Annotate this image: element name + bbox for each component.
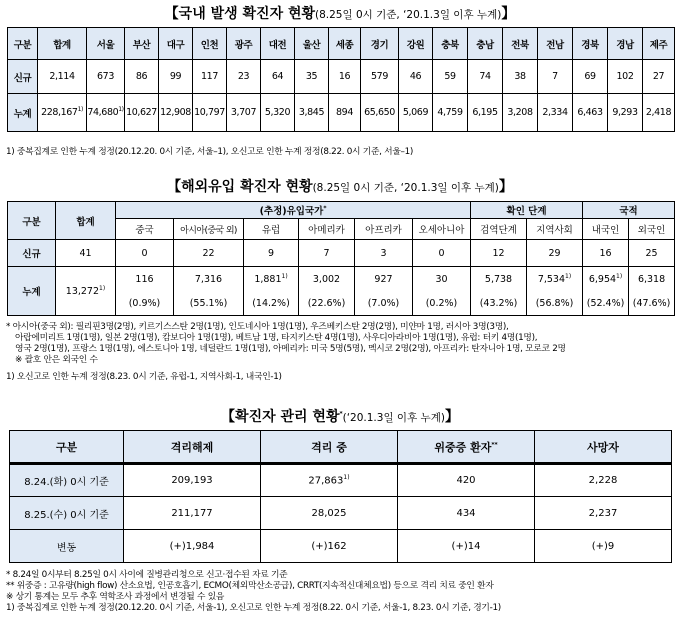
management-cell: 420	[398, 464, 535, 497]
domestic-cell: 3,845	[295, 94, 329, 132]
domestic-header: 전남	[538, 28, 573, 60]
management-cell: (+)162	[261, 530, 398, 563]
row-label: 변동	[10, 530, 124, 563]
row-label: 8.25.(수) 0시 기준	[10, 497, 124, 530]
domestic-header: 광주	[227, 28, 261, 60]
overseas-cell: 7,316	[174, 267, 244, 292]
domestic-cell: 38	[503, 60, 538, 94]
management-header: 위중증 환자**	[398, 431, 535, 464]
domestic-cell: 2,114	[38, 60, 87, 94]
overseas-cell: 29	[527, 240, 583, 267]
domestic-cell: 3,208	[503, 94, 538, 132]
overseas-cum-row	[8, 267, 675, 292]
management-cell: 2,237	[535, 497, 672, 530]
domestic-cell: 99	[159, 60, 193, 94]
domestic-cell: 673	[87, 60, 125, 94]
domestic-cum-row	[8, 94, 675, 132]
overseas-pct: (47.6%)	[629, 292, 675, 316]
domestic-cell: 228,167$^{1)}$	[38, 94, 87, 132]
overseas-cell: 13,272$^{1)}$	[56, 267, 116, 316]
management-note-line: ※ 상기 통계는 모두 추후 역학조사 과정에서 변경될 수 있음	[6, 592, 225, 602]
management-change-row	[10, 530, 672, 563]
domestic-header: 경북	[573, 28, 608, 60]
domestic-header: 서울	[87, 28, 125, 60]
overseas-pct: (56.8%)	[527, 292, 583, 316]
domestic-cell: 69	[573, 60, 608, 94]
overseas-cell: 5,738	[471, 267, 527, 292]
domestic-cell: 23	[227, 60, 261, 94]
overseas-cell: 927	[355, 267, 413, 292]
overseas-cell: 0	[413, 240, 471, 267]
domestic-cell: 5,320	[261, 94, 295, 132]
domestic-header: 대전	[261, 28, 295, 60]
overseas-cell: 9	[244, 240, 299, 267]
domestic-header-row	[8, 28, 675, 60]
section2-title: 【해외유입 확진자 현황(8.25일 0시 기준, ‘20.1.3일 이후 누계)】	[167, 179, 513, 195]
domestic-header: 인천	[193, 28, 227, 60]
domestic-cell: 59	[433, 60, 468, 94]
overseas-cell: 7,534$^{1)}$	[527, 267, 583, 292]
management-cell: 27,863$^{1)}$	[261, 464, 398, 497]
domestic-header: 충북	[433, 28, 468, 60]
overseas-subheader: 내국인	[583, 219, 629, 240]
overseas-note-line: 아랍에미리트 1명(1명), 일본 2명(1명), 캄보디아 1명(1명), 베트남 1명, 타지키스탄 4명(1명), 사우디아라비아 1명(1명), 유럽: 터키 4명(1명),	[15, 333, 538, 343]
management-cell: (+)1,984	[124, 530, 261, 563]
overseas-new-row	[8, 240, 675, 267]
domestic-cell: 10,627	[125, 94, 159, 132]
domestic-cell: 894	[329, 94, 361, 132]
management-cell: 2,228	[535, 464, 672, 497]
management-row	[10, 497, 672, 530]
management-notes	[6, 570, 501, 614]
row-label: 신규	[8, 60, 38, 94]
overseas-table	[7, 201, 675, 316]
management-cell: 209,193	[124, 464, 261, 497]
overseas-note-line: 영국 2명(1명), 프랑스 1명(1명), 에스토니아 1명, 네덜란드 1명(1명), 아메리카: 미국 5명(5명), 멕시코 2명(2명), 아프리카: 탄자니아 1명, 모로코 2명	[15, 344, 566, 354]
overseas-cell: 30	[413, 267, 471, 292]
overseas-cell: 25	[629, 240, 675, 267]
domestic-cell: 65,650	[361, 94, 399, 132]
management-cell: 434	[398, 497, 535, 530]
domestic-header: 강원	[399, 28, 433, 60]
domestic-cell: 74,680$^{1)}$	[87, 94, 125, 132]
section3-title: 【확진자 관리 현황*(‘20.1.3일 이후 누계)】	[221, 409, 459, 425]
domestic-header: 전북	[503, 28, 538, 60]
row-label: 신규	[8, 240, 56, 267]
domestic-header: 대구	[159, 28, 193, 60]
domestic-cell: 6,463	[573, 94, 608, 132]
management-cell: 211,177	[124, 497, 261, 530]
overseas-header-confirm: 확인 단계	[471, 202, 583, 219]
domestic-header: 세종	[329, 28, 361, 60]
overseas-subheader: 검역단계	[471, 219, 527, 240]
overseas-cell: 6,318	[629, 267, 675, 292]
domestic-cell: 10,797	[193, 94, 227, 132]
domestic-cell: 64	[261, 60, 295, 94]
management-note-line: ** 위중증 : 고유량(high flow) 산소요법, 인공호흡기, ECMO(체외막산소공급), CRRT(지속적신대체요법) 등으로 격리 치료 중인 환자	[6, 581, 494, 591]
management-table	[9, 430, 672, 563]
management-cell: 28,025	[261, 497, 398, 530]
domestic-cell: 3,707	[227, 94, 261, 132]
management-note-line: 1) 중복집계로 인한 누계 정정(20.12.20. 0시 기준, 서울-1), 오신고로 인한 누계 정정(8.22. 0시 기준, 서울-1, 8.23. 0시 기준, 경기-1)	[6, 603, 501, 613]
domestic-header: 경남	[608, 28, 643, 60]
domestic-cell: 6,195	[468, 94, 503, 132]
overseas-note-line: 1) 오신고로 인한 누계 정정(8.23. 0시 기준, 유럽-1, 지역사회-1, 내국인-1)	[6, 372, 282, 382]
domestic-cell: 7	[538, 60, 573, 94]
management-header: 격리해제	[124, 431, 261, 464]
overseas-cell: 3	[355, 240, 413, 267]
domestic-header: 울산	[295, 28, 329, 60]
overseas-cell: 3,002	[299, 267, 355, 292]
overseas-cell: 22	[174, 240, 244, 267]
management-header-row	[10, 431, 672, 464]
overseas-header-nation: 국적	[583, 202, 675, 219]
domestic-new-row	[8, 60, 675, 94]
overseas-cell: 116	[116, 267, 174, 292]
management-row	[10, 464, 672, 497]
overseas-subheader: 중국	[116, 219, 174, 240]
domestic-cell: 579	[361, 60, 399, 94]
overseas-pct: (7.0%)	[355, 292, 413, 316]
overseas-cell: 6,954$^{1)}$	[583, 267, 629, 292]
overseas-subheader: 아메리카	[299, 219, 355, 240]
management-cell: (+)14	[398, 530, 535, 563]
overseas-header-est: (추정)유입국가*	[116, 202, 471, 219]
management-header: 구분	[10, 431, 124, 464]
overseas-header-gubun: 구분	[8, 202, 56, 240]
management-cell: (+)9	[535, 530, 672, 563]
domestic-cell: 5,069	[399, 94, 433, 132]
domestic-cell: 2,418	[643, 94, 675, 132]
domestic-header: 경기	[361, 28, 399, 60]
row-label: 8.24.(화) 0시 기준	[10, 464, 124, 497]
overseas-cell: 41	[56, 240, 116, 267]
overseas-pct: (0.2%)	[413, 292, 471, 316]
overseas-pct: (52.4%)	[583, 292, 629, 316]
overseas-subheader: 외국인	[629, 219, 675, 240]
overseas-group-header-row	[8, 202, 675, 219]
overseas-subheader: 지역사회	[527, 219, 583, 240]
section1-title: 【국내 발생 확진자 현황(8.25일 0시 기준, ‘20.1.3일 이후 누계)】	[164, 6, 516, 22]
overseas-pct: (14.2%)	[244, 292, 299, 316]
domestic-header: 구분	[8, 28, 38, 60]
overseas-pct: (22.6%)	[299, 292, 355, 316]
domestic-cell: 35	[295, 60, 329, 94]
management-header: 격리 중	[261, 431, 398, 464]
overseas-cell: 1,881$^{1)}$	[244, 267, 299, 292]
domestic-cell: 86	[125, 60, 159, 94]
domestic-cell: 102	[608, 60, 643, 94]
overseas-note-line: ※ 괄호 안은 외국인 수	[15, 355, 98, 365]
overseas-subheader: 아프리카	[355, 219, 413, 240]
domestic-cell: 12,908	[159, 94, 193, 132]
overseas-note-line: * 아시아(중국 외): 필리핀3명(2명), 키르기스스탄 2명(1명), 인도네시아 1명(1명), 우즈베키스탄 2명(2명), 미얀마 1명, 러시아 3명(3명),	[6, 322, 509, 332]
domestic-header: 합계	[38, 28, 87, 60]
domestic-cell: 4,759	[433, 94, 468, 132]
overseas-header-total: 합계	[56, 202, 116, 240]
overseas-cell: 7	[299, 240, 355, 267]
overseas-pct: (55.1%)	[174, 292, 244, 316]
overseas-cell: 0	[116, 240, 174, 267]
domestic-header: 제주	[643, 28, 675, 60]
domestic-cell: 117	[193, 60, 227, 94]
domestic-header: 충남	[468, 28, 503, 60]
domestic-cell: 27	[643, 60, 675, 94]
overseas-pct: (0.9%)	[116, 292, 174, 316]
domestic-cell: 46	[399, 60, 433, 94]
overseas-cell: 12	[471, 240, 527, 267]
overseas-subheader: 유럽	[244, 219, 299, 240]
domestic-table	[7, 27, 675, 132]
overseas-cell: 16	[583, 240, 629, 267]
domestic-cell: 9,293	[608, 94, 643, 132]
domestic-cell: 74	[468, 60, 503, 94]
row-label: 누계	[8, 94, 38, 132]
overseas-subheader: 오세아니아	[413, 219, 471, 240]
row-label: 누계	[8, 267, 56, 316]
overseas-notes	[6, 322, 566, 383]
overseas-pct: (43.2%)	[471, 292, 527, 316]
overseas-subheader: 아시아(중국 외)	[174, 219, 244, 240]
domestic-footnote: 1) 중복집계로 인한 누계 정정(20.12.20. 0시 기준, 서울–1), 오신고로 인한 누계 정정(8.22. 0시 기준, 서울–1)	[6, 147, 414, 157]
management-header: 사망자	[535, 431, 672, 464]
domestic-cell: 16	[329, 60, 361, 94]
domestic-cell: 2,334	[538, 94, 573, 132]
management-note-line: * 8.24일 0시부터 8.25일 0시 사이에 질병관리청으로 신고·접수된 자료 기준	[6, 570, 288, 580]
domestic-header: 부산	[125, 28, 159, 60]
